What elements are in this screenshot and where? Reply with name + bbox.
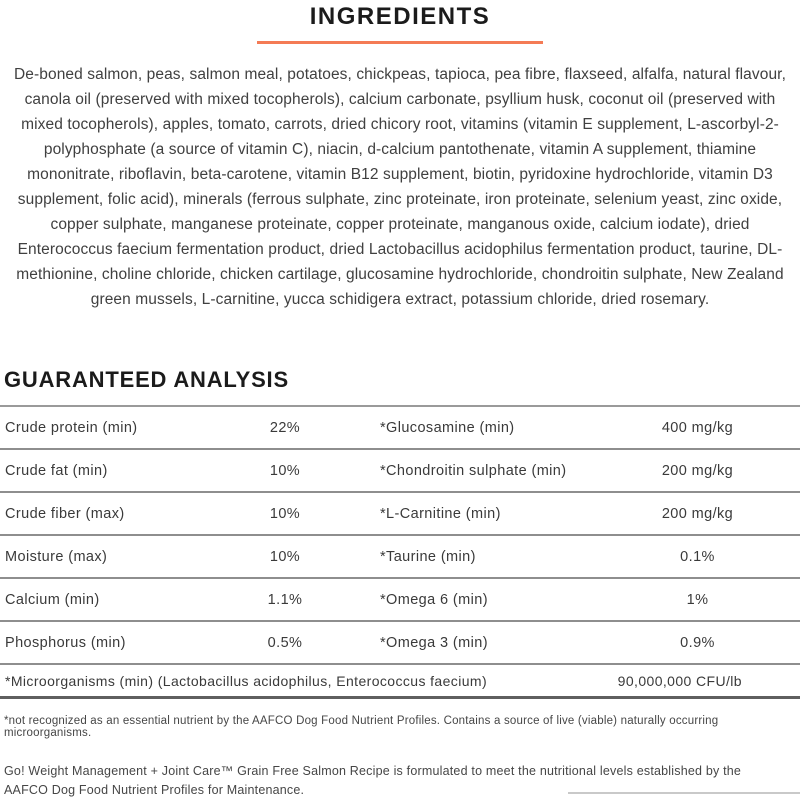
nutrient-value: 90,000,000 CFU/lb <box>617 672 742 689</box>
table-row-microorganisms <box>0 665 800 699</box>
nutrient-label: *Microorganisms (min) (Lactobacillus acidophilus, Enterococcus faecium) <box>5 672 488 689</box>
nutrient-label: Crude fat (min) <box>5 462 108 479</box>
aafco-footnote: *not recognized as an essential nutrient by the AAFCO Dog Food Nutrient Profiles. Contains a source of live (viable) naturally occurring microorganisms. <box>4 715 719 739</box>
table-row <box>0 579 800 622</box>
nutrient-label: Calcium (min) <box>5 591 100 608</box>
nutrient-label: Crude protein (min) <box>5 419 138 436</box>
table-row <box>0 450 800 493</box>
ingredients-text: De-boned salmon, peas, salmon meal, potatoes, chickpeas, tapioca, pea fibre, flaxseed, alfalfa, natural flavour, canola oil (preserved with mixed tocopherols), calcium carbonate, psyllium husk, coconut oil (preserved with mixed tocopherols), apples, tomato, carrots, dried chicory root, vitamins (vitamin E supplement, L-ascorbyl-2-polyphosphate (a source of vitamin C), niacin, d-calcium pantothenate, vitamin A supplement, thiamine mononitrate, riboflavin, beta-carotene, vitamin B12 supplement, biotin, pyridoxine hydrochloride, vitamin D3 supplement, folic acid), minerals (ferrous sulphate, zinc proteinate, iron proteinate, selenium yeast, zinc oxide, copper sulphate, manganese proteinate, copper proteinate, manganous oxide, calcium iodate), dried Enterococcus faecium fermentation product, dried Lactobacillus acidophilus fermentation product, taurine, DL-methionine, choline chloride, chicken cartilage, glucosamine hydrochloride, chondroitin sulphate, New Zealand green mussels, L-carnitine, yucca schidigera extract, potassium chloride, dried rosemary. <box>13 66 786 308</box>
nutrient-value: 1.1% <box>267 591 303 608</box>
nutrient-value: 10% <box>269 462 301 479</box>
nutrient-label: *Glucosamine (min) <box>380 419 515 436</box>
guaranteed-analysis-title: GUARANTEED ANALYSIS <box>4 367 289 392</box>
table-row <box>0 536 800 579</box>
table-row <box>0 622 800 665</box>
nutrient-value: 1% <box>686 591 709 608</box>
nutrient-label: *Chondroitin sulphate (min) <box>380 462 567 479</box>
formulation-statement: Go! Weight Management + Joint Care™ Grain Free Salmon Recipe is formulated to meet the nutritional levels established by the AAFCO Dog Food Nutrient Profiles for Maintenance. <box>4 764 742 797</box>
nutrient-value: 0.1% <box>680 548 715 565</box>
nutrient-value: 22% <box>269 419 301 436</box>
nutrient-label: Crude fiber (max) <box>5 505 125 522</box>
nutrient-label: *Omega 6 (min) <box>380 591 488 608</box>
nutrient-value: 200 mg/kg <box>661 505 734 522</box>
guaranteed-analysis-table <box>0 405 800 699</box>
nutrient-value: 0.5% <box>267 634 303 651</box>
nutrient-label: Phosphorus (min) <box>5 634 126 651</box>
nutrient-value: 400 mg/kg <box>661 419 734 436</box>
nutrient-label: *Omega 3 (min) <box>380 634 488 651</box>
nutrient-label: *Taurine (min) <box>380 548 476 565</box>
partial-section-divider <box>568 792 800 794</box>
nutrient-value: 10% <box>269 505 301 522</box>
nutrient-value: 0.9% <box>680 634 715 651</box>
table-row <box>0 407 800 450</box>
nutrient-value: 10% <box>269 548 301 565</box>
ingredients-title: INGREDIENTS <box>309 3 491 30</box>
nutrient-label: *L-Carnitine (min) <box>380 505 501 522</box>
table-row <box>0 493 800 536</box>
accent-divider <box>257 41 543 44</box>
nutrient-label: Moisture (max) <box>5 548 108 565</box>
nutrient-value: 200 mg/kg <box>661 462 734 479</box>
